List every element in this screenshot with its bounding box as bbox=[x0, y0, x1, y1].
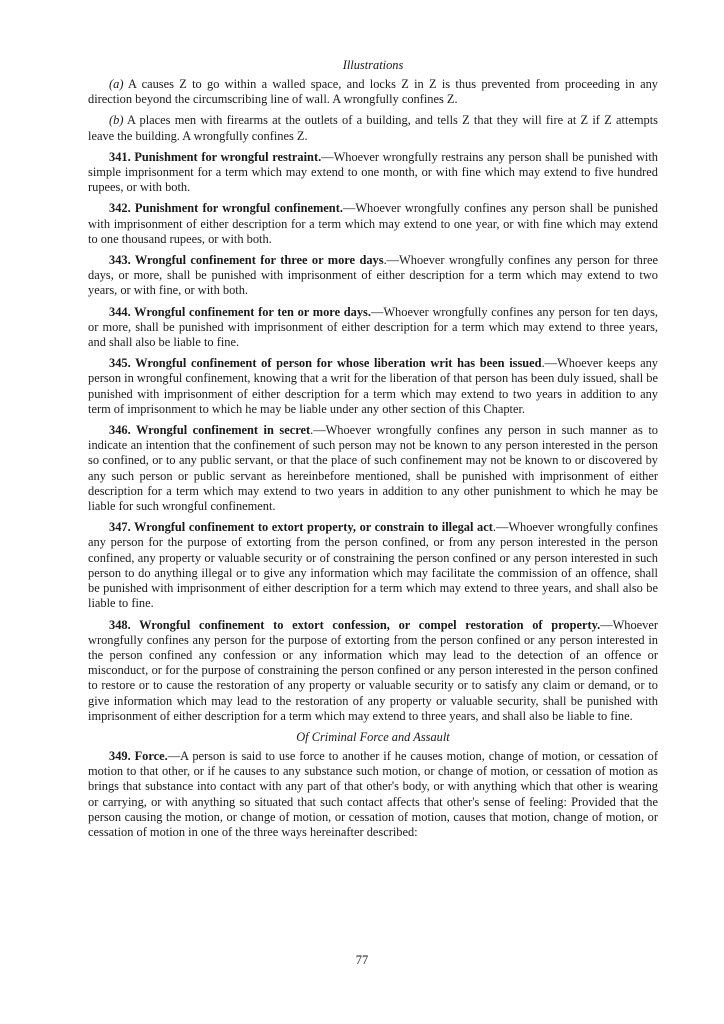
section-title: 342. Punishment for wrongful confinement. bbox=[109, 201, 343, 216]
page-number: 77 bbox=[355, 953, 369, 967]
section-title: 345. Wrongful confinement of person for whose liberation writ has been issued bbox=[109, 356, 542, 371]
section-345 bbox=[88, 356, 658, 417]
illustrations-heading: Illustrations bbox=[342, 58, 404, 72]
section-title: 348. Wrongful confinement to extort confession, or compel restoration of property. bbox=[109, 617, 601, 632]
section-344 bbox=[88, 305, 658, 351]
illustration-a bbox=[88, 77, 658, 107]
illustration-label: (a) bbox=[109, 77, 124, 91]
section-text: —Whoever wrongfully confines any person shall be punished with imprisonment of either description for a term which may extend to one year, or with fine which may extend to one thousand rupees, or with both. bbox=[88, 201, 658, 246]
section-text: .—Whoever wrongfully confines any person for the purpose of extorting from the person confined, or from any person interested in the person confined, any property or valuable security or of constraining the person confined or any person interested in such person to do anything illegal or to give any information which may facilitate the commission of an offence, shall be punished with imprisonment of either description for a term which may extend to three years, and shall also be liable to fine. bbox=[88, 520, 658, 611]
section-text: —Whoever wrongfully restrains any person shall be punished with simple imprisonment for a term which may extend to one month, or with fine which may extend to five hundred rupees, or with both. bbox=[88, 149, 658, 195]
section-343 bbox=[88, 253, 658, 299]
section-347 bbox=[88, 520, 658, 611]
section-text: —Whoever wrongfully confines any person for the purpose of extorting from the person confined or any person interested in the person confined any confession or any information which may lead to the detection of an offence or misconduct, or for the purpose of constraining the person confined or any person interested in the person confined to restore or to cause the restoration of any property or valuable security or to satisfy any claim or demand, or to give information which may lead to the restoration of any property or valuable security, shall be punished with imprisonment of either description for a term which may extend to three years, and shall also be liable to fine. bbox=[88, 617, 658, 723]
section-348 bbox=[88, 618, 658, 724]
section-349 bbox=[88, 749, 658, 840]
section-title: 346. Wrongful confinement in secret bbox=[109, 423, 311, 438]
section-title: 341. Punishment for wrongful restraint. bbox=[109, 149, 322, 164]
section-title: 343. Wrongful confinement for three or more days bbox=[109, 253, 384, 268]
subheading: Of Criminal Force and Assault bbox=[296, 729, 450, 744]
section-346 bbox=[88, 423, 658, 514]
section-text: —Whoever wrongfully confines any person for ten days, or more, shall be punished with imprisonment of either description for a term which may extend to three years, and shall also be liable to fine. bbox=[88, 304, 658, 350]
section-title: 349. Force. bbox=[109, 748, 168, 763]
illustration-b bbox=[88, 113, 658, 143]
illustration-label: (b) bbox=[109, 113, 124, 128]
section-342 bbox=[88, 201, 658, 247]
section-text: .—Whoever wrongfully confines any person in such manner as to indicate an intention that the confinement of such person may not be known to any person interested in the person so confined, or to any public servant, or that the place of such confinement may not be known to or discovered by any such person or public servant as hereinbefore mentioned, shall be punished with imprisonment of either description for a term which may extend to two years in addition to any other punishment to which he may be liable for such wrongful confinement. bbox=[88, 423, 658, 514]
section-text: —A person is said to use force to another if he causes motion, change of motion, or cessation of motion to that other, or if he causes to any substance such motion, or change of motion, or cessation of motion as brings that substance into contact with any part of that other's body, or with anything which that other is wearing or carrying, or with anything so situated that such contact affects that other's sense of feeling: Provided that the person causing the motion, or change of motion, or cessation of motion, causes that motion, change of motion, or cessation of motion in one of the three ways hereinafter described: bbox=[88, 748, 659, 839]
section-text: .—Whoever keeps any person in wrongful confinement, knowing that a writ for the liberation of that person has been duly issued, shall be punished with imprisonment of either description for a term which may extend to two years in addition to any term of imprisonment to which he may be liable under any other section of this Chapter. bbox=[88, 356, 658, 416]
section-title: 347. Wrongful confinement to extort property, or constrain to illegal act bbox=[109, 520, 493, 535]
section-text: .—Whoever wrongfully confines any person for three days, or more, shall be punished with imprisonment of either description for a term which may extend to two years, or with fine, or with both. bbox=[88, 253, 659, 298]
section-341 bbox=[88, 150, 658, 196]
illustration-text: A causes Z to go within a walled space, and locks Z in Z is thus prevented from proceeding in any direction beyond the circumscribing line of wall. A wrongfully confines Z. bbox=[88, 77, 658, 107]
document-page bbox=[88, 58, 658, 846]
section-title: 344. Wrongful confinement for ten or more days. bbox=[109, 304, 371, 319]
illustration-text: A places men with firearms at the outlets of a building, and tells Z that they will fire at Z if Z attempts leave the building. A wrongfully confines Z. bbox=[88, 113, 658, 143]
